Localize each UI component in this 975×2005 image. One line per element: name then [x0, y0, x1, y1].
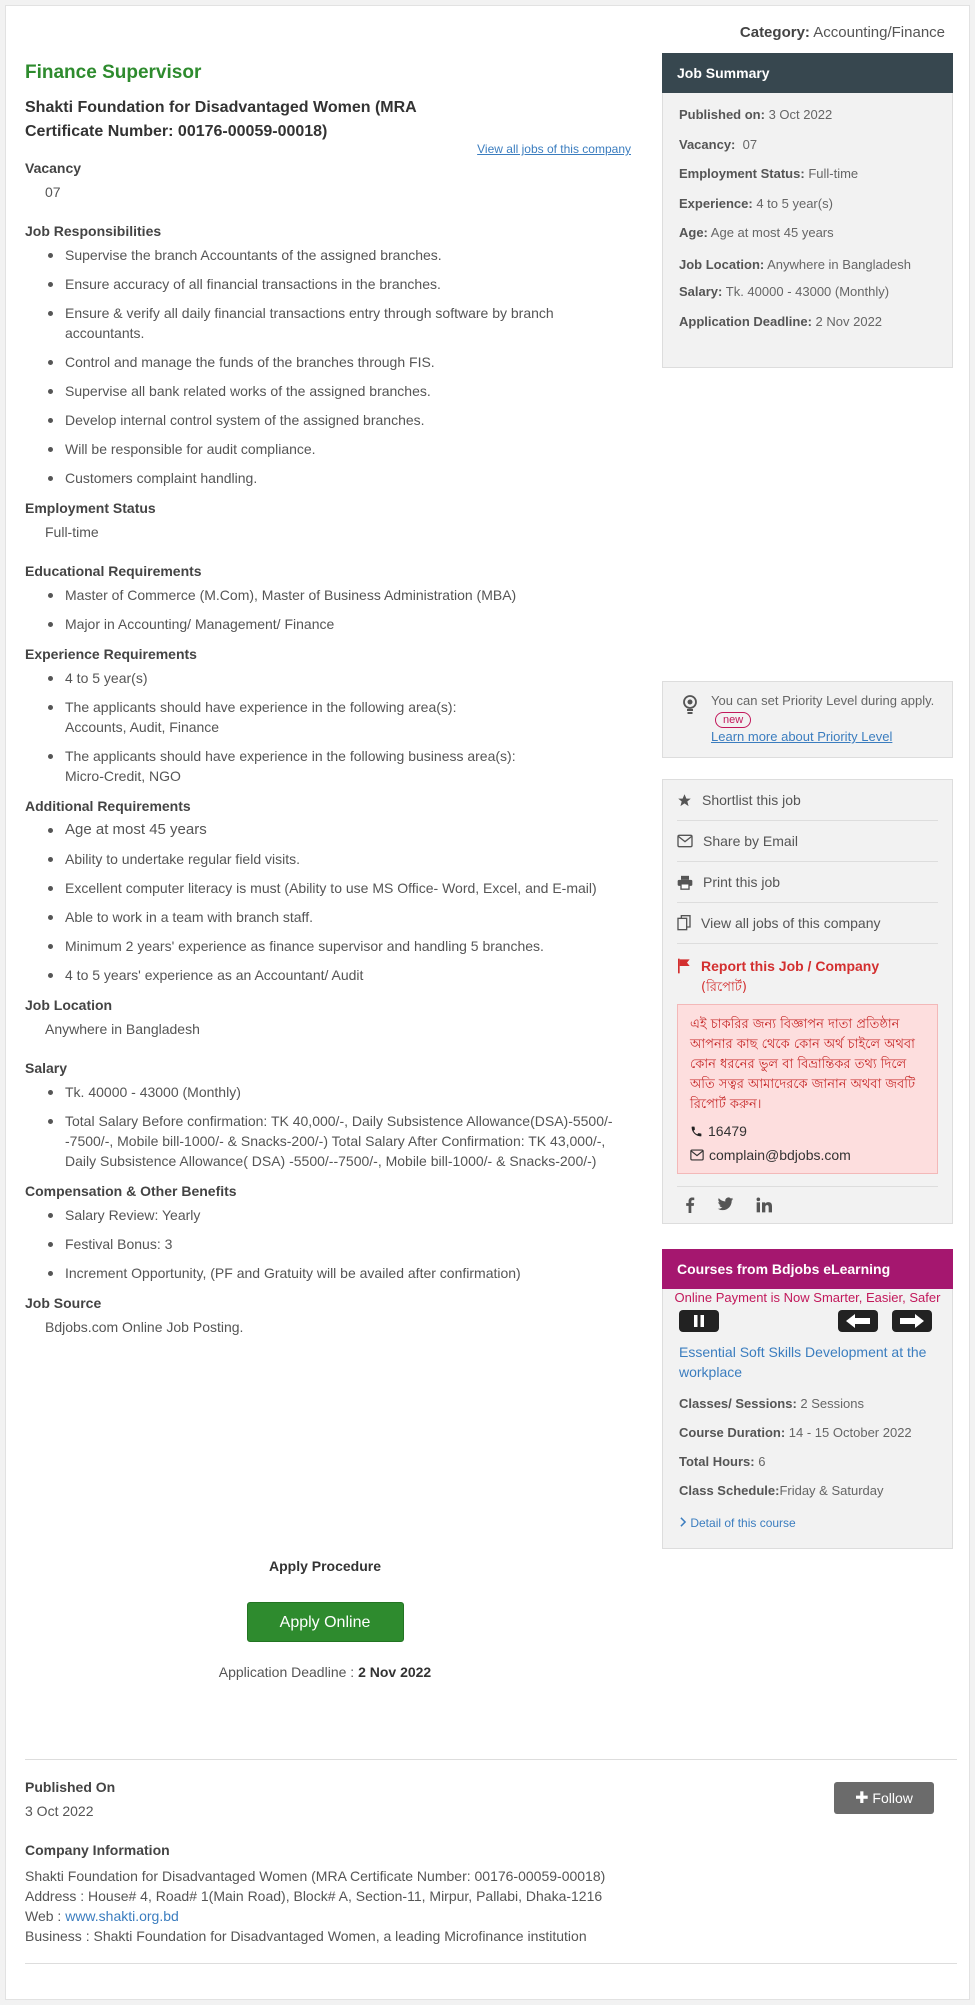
divider: [25, 1963, 957, 1964]
pause-icon: [679, 1310, 719, 1332]
courses-header: Courses from Bdjobs eLearning: [662, 1249, 953, 1289]
experience-area-label: The applicants should have experience in the following area(s):: [65, 699, 457, 715]
list-item: Major in Accounting/ Management/ Finance: [45, 614, 625, 634]
employment-heading: Employment Status: [25, 500, 156, 516]
summary-label: Application Deadline:: [679, 313, 812, 329]
plus-icon: ✚: [855, 1790, 869, 1807]
list-item: 4 to 5 year(s): [45, 668, 625, 688]
new-badge: new: [715, 712, 751, 728]
summary-row: [679, 137, 936, 167]
course-info-value: 2 Sessions: [800, 1396, 865, 1411]
source-value: Bdjobs.com Online Job Posting.: [45, 1319, 244, 1335]
course-info-row: [679, 1454, 936, 1469]
category-label: Category:: [739, 24, 810, 41]
courses-panel: [662, 1289, 953, 1549]
course-info-value: 14 - 15 October 2022: [788, 1425, 912, 1440]
summary-row: [679, 284, 936, 314]
detail-label: Detail of this course: [690, 1516, 796, 1530]
web-label: Web :: [25, 1908, 62, 1924]
follow-label: Follow: [872, 1790, 913, 1806]
additional-list: [25, 820, 625, 985]
list-item: Total Salary Before confirmation: TK 40,000/-, Daily Subsistence Allowance(DSA)-5500/--7500/-, Mobile bill-1000/- & Snacks-200/-) Total Salary After Confirmation: TK 43,000/-, Daily Subsistence Allowance( DSA) -5500/--7500/-, Mobile bill-1000/- & Snacks-200/-): [45, 1111, 625, 1171]
summary-value: Anywhere in Bangladesh: [767, 256, 911, 272]
view-all-jobs-link[interactable]: View all jobs of this company: [477, 142, 631, 156]
list-item: Tk. 40000 - 43000 (Monthly): [45, 1082, 625, 1102]
category-line: [740, 24, 945, 41]
complaint-email: [690, 1145, 925, 1165]
job-title: Finance Supervisor: [25, 62, 202, 83]
summary-label: Employment Status:: [679, 166, 805, 181]
job-summary-header: Job Summary: [662, 53, 953, 93]
course-detail-link[interactable]: [679, 1516, 936, 1530]
summary-label: Job Location:: [679, 256, 765, 272]
phone-number[interactable]: 16479: [708, 1123, 747, 1139]
company-info-name: Shakti Foundation for Disadvantaged Women (MRA Certificate Number: 00176-00059-00018): [25, 1868, 606, 1884]
payment-marquee: Online Payment is Now Smarter, Easier, Safer: [674, 1290, 941, 1305]
list-item: Age at most 45 years: [45, 820, 625, 840]
list-item: 4 to 5 years' experience as an Accountant/ Audit: [45, 965, 625, 985]
shortlist-label: Shortlist this job: [702, 792, 801, 808]
report-label-bn: (রিপোর্ট): [701, 980, 747, 995]
job-actions-panel: [662, 779, 953, 1224]
vacancy-heading: Vacancy: [25, 160, 82, 176]
location-heading: Job Location: [25, 997, 113, 1013]
vacancy-section: [25, 160, 625, 202]
summary-value: Age at most 45 years: [710, 225, 834, 240]
list-item: Able to work in a team with branch staff.: [45, 907, 625, 927]
follow-button[interactable]: [834, 1782, 934, 1814]
experience-heading: Experience Requirements: [25, 646, 197, 662]
benefits-section: [25, 1183, 625, 1283]
print-job-button[interactable]: [677, 862, 938, 903]
company-info-web: [25, 1906, 605, 1926]
education-section: [25, 563, 625, 634]
benefits-heading: Compensation & Other Benefits: [25, 1183, 237, 1199]
previous-button[interactable]: [838, 1310, 878, 1332]
company-info-heading: Company Information: [25, 1842, 170, 1858]
published-value: 3 Oct 2022: [25, 1803, 94, 1819]
course-info-label: Class Schedule:: [679, 1483, 780, 1498]
facebook-icon[interactable]: [685, 1197, 695, 1213]
employment-section: [25, 500, 625, 542]
salary-list: [25, 1082, 625, 1171]
warning-text: এই চাকরির জন্য বিজ্ঞাপন দাতা প্রতিষ্ঠান আপনার কাছ থেকে কোন অর্থ চাইলে অথবা কোন ধরনের ভুল বা বিভ্রান্তিকর তথ্য দিলে অতি সত্বর আমাদেরকে জানান অথবা জবটি রিপোর্ট করুন।: [690, 1017, 916, 1112]
source-section: [25, 1295, 625, 1337]
published-heading: Published On: [25, 1779, 116, 1795]
priority-level-box: [662, 681, 953, 758]
list-item: Supervise the branch Accountants of the assigned branches.: [45, 245, 625, 265]
copy-icon: [677, 915, 691, 931]
course-info-value: 6: [758, 1454, 766, 1469]
course-title-link[interactable]: Essential Soft Skills Development at the workplace: [679, 1344, 927, 1380]
summary-row: [679, 166, 936, 196]
list-item: Control and manage the funds of the branches through FIS.: [45, 352, 625, 372]
linkedin-icon[interactable]: [756, 1197, 772, 1213]
company-info-address: Address : House# 4, Road# 1(Main Road), Block# A, Section-11, Mirpur, Pallabi, Dhaka-1216: [25, 1888, 603, 1904]
summary-value: 07: [742, 136, 758, 152]
share-label: Share by Email: [703, 833, 798, 849]
list-item: Salary Review: Yearly: [45, 1205, 625, 1225]
summary-row: [679, 314, 936, 344]
scam-warning: [677, 1004, 938, 1174]
summary-label: Published on:: [679, 107, 765, 122]
job-main-content: [25, 62, 631, 1337]
print-label: Print this job: [703, 874, 781, 890]
company-name: Shakti Foundation for Disadvantaged Women (MRA Certificate Number: 00176-00059-00018): [25, 99, 417, 140]
course-info-label: Classes/ Sessions:: [679, 1396, 797, 1411]
list-item: Develop internal control system of the assigned branches.: [45, 410, 625, 430]
business-area-value: Micro-Credit, NGO: [65, 768, 181, 784]
summary-value: Tk. 40000 - 43000 (Monthly): [725, 284, 890, 299]
deadline-value: 2 Nov 2022: [358, 1664, 432, 1680]
experience-section: [25, 646, 625, 786]
course-info-row: [679, 1396, 936, 1411]
summary-value: 2 Nov 2022: [815, 313, 883, 329]
carousel-controls: [679, 1310, 936, 1338]
responsibilities-heading: Job Responsibilities: [25, 223, 162, 239]
apply-procedure: [25, 1558, 625, 1680]
apply-heading: Apply Procedure: [268, 1558, 382, 1574]
course-info-value: Friday & Saturday: [779, 1483, 884, 1498]
mail-icon: [677, 834, 693, 848]
report-job-button[interactable]: [677, 944, 938, 998]
list-item: Supervise all bank related works of the assigned branches.: [45, 381, 625, 401]
summary-label: Experience:: [679, 195, 753, 211]
location-section: [25, 997, 625, 1039]
salary-section: [25, 1060, 625, 1171]
course-info-row: [679, 1425, 936, 1440]
arrow-left-icon: [838, 1310, 878, 1332]
summary-value: Full-time: [808, 166, 859, 181]
vacancy-value: 07: [45, 184, 61, 200]
bulb-icon: [681, 694, 699, 716]
course-info-row: [679, 1483, 936, 1498]
education-list: [25, 585, 625, 634]
apply-online-button[interactable]: Apply Online: [247, 1602, 404, 1642]
arrow-right-icon: [892, 1310, 932, 1332]
summary-row: [679, 196, 936, 226]
list-item: [45, 746, 625, 786]
share-email-button[interactable]: [677, 821, 938, 862]
complaint-phone: [690, 1121, 925, 1141]
print-icon: [677, 875, 693, 890]
list-item: Customers complaint handling.: [45, 468, 625, 488]
benefits-list: [25, 1205, 625, 1283]
course-info-label: Course Duration:: [679, 1425, 786, 1440]
social-share: [677, 1186, 938, 1213]
twitter-icon[interactable]: [717, 1197, 734, 1212]
summary-label: Salary:: [679, 284, 723, 299]
additional-section: [25, 798, 625, 985]
additional-heading: Additional Requirements: [25, 798, 191, 814]
list-item: Master of Commerce (M.Com), Master of Business Administration (MBA): [45, 585, 625, 605]
job-summary: [662, 93, 953, 368]
course-info-label: Total Hours:: [679, 1454, 755, 1469]
shortlist-job-button[interactable]: [677, 780, 938, 821]
list-item: Minimum 2 years' experience as finance supervisor and handling 5 branches.: [45, 936, 625, 956]
employment-value: Full-time: [45, 524, 99, 540]
summary-value: 4 to 5 year(s): [756, 195, 833, 211]
report-label: Report this Job / Company: [701, 958, 880, 974]
chevron-right-icon: [679, 1517, 687, 1527]
job-details-page: [5, 5, 970, 2000]
application-deadline: [25, 1664, 625, 1680]
experience-area-value: Accounts, Audit, Finance: [65, 719, 220, 735]
source-heading: Job Source: [25, 1295, 102, 1311]
category-value: Accounting/Finance: [813, 24, 945, 41]
view-company-jobs-button[interactable]: [677, 903, 938, 944]
list-item: Ensure & verify all daily financial transactions entry through software by branch accountants.: [45, 303, 625, 343]
deadline-label: Application Deadline :: [218, 1664, 355, 1680]
summary-row: [679, 255, 936, 285]
list-item: Will be responsible for audit compliance.: [45, 439, 625, 459]
responsibilities-section: [25, 223, 625, 488]
priority-text: You can set Priority Level during apply.new: [711, 693, 935, 726]
education-heading: Educational Requirements: [25, 563, 202, 579]
priority-learn-more-link[interactable]: Learn more about Priority Level: [711, 729, 893, 744]
next-button[interactable]: [892, 1310, 932, 1332]
list-item: Increment Opportunity, (PF and Gratuity will be availed after confirmation): [45, 1263, 625, 1283]
mail-icon: [690, 1149, 704, 1161]
experience-list: [25, 668, 625, 786]
pause-button[interactable]: [679, 1310, 719, 1332]
view-all-label: View all jobs of this company: [701, 915, 881, 931]
star-icon: [677, 793, 692, 808]
salary-heading: Salary: [25, 1060, 68, 1076]
divider: [25, 1759, 957, 1760]
phone-icon: [690, 1125, 703, 1138]
summary-label: Age:: [679, 225, 708, 240]
summary-row: [679, 225, 936, 255]
summary-row: [679, 107, 936, 137]
list-item: [45, 697, 625, 737]
business-area-label: The applicants should have experience in the following business area(s):: [65, 748, 516, 764]
company-website-link[interactable]: www.shakti.org.bd: [65, 1908, 179, 1924]
location-value: Anywhere in Bangladesh: [45, 1021, 200, 1037]
company-info-business: Business : Shakti Foundation for Disadvantaged Women, a leading Microfinance institution: [25, 1928, 587, 1944]
list-item: Festival Bonus: 3: [45, 1234, 625, 1254]
summary-value: 3 Oct 2022: [768, 107, 833, 122]
flag-icon: [677, 958, 691, 974]
summary-label: Vacancy:: [679, 136, 736, 152]
company-info: [25, 1866, 605, 1946]
list-item: Ensure accuracy of all financial transactions in the branches.: [45, 274, 625, 294]
list-item: Excellent computer literacy is must (Ability to use MS Office- Word, Excel, and E-mail): [45, 878, 625, 898]
list-item: Ability to undertake regular field visits.: [45, 849, 625, 869]
complaint-email-address[interactable]: complain@bdjobs.com: [709, 1147, 851, 1163]
responsibilities-list: [25, 245, 625, 488]
